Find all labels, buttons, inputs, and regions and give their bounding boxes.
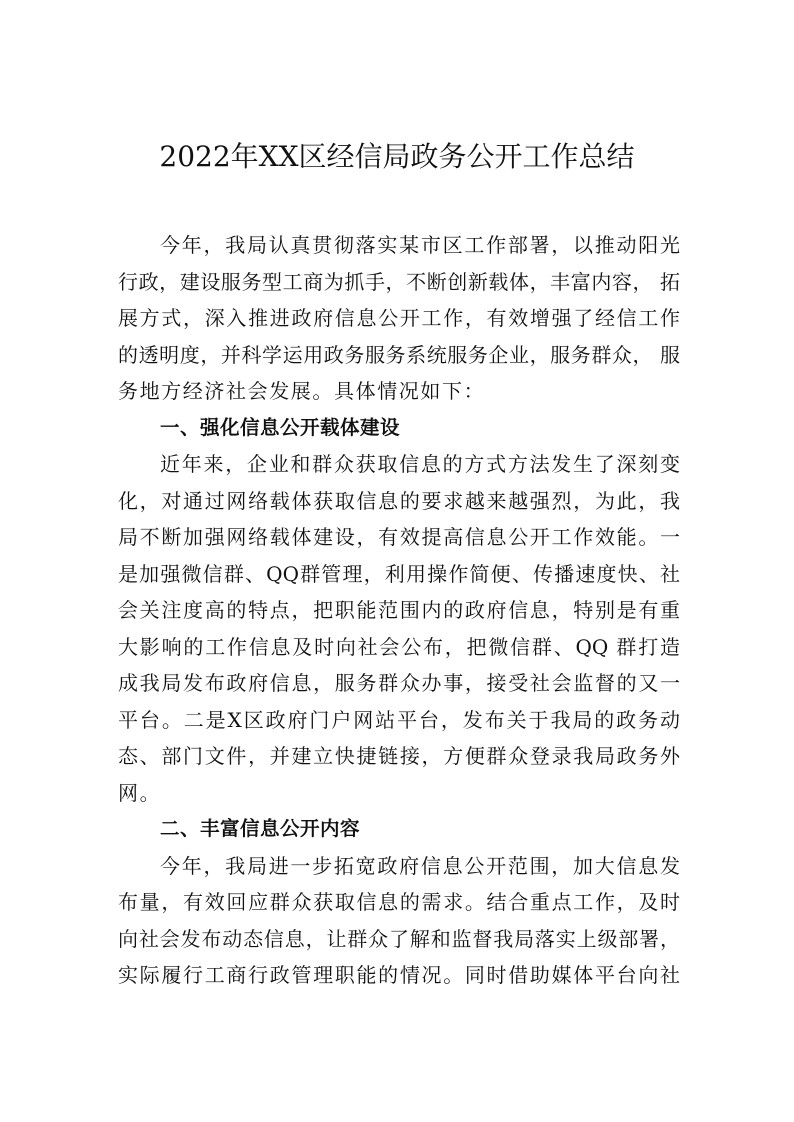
text-line: 会关注度高的特点，把职能范围内的政府信息，特别是有重 xyxy=(118,598,680,622)
text-line: 行政，建设服务型工商为抓手，不断创新载体，丰富内容， 拓 xyxy=(118,269,680,294)
text-line: 近年来，企业和群众获取信息的方式方法发生了深刻变 xyxy=(160,452,680,476)
text-line: 今年，我局进一步拓宽政府信息公开范围，加大信息发 xyxy=(160,853,680,878)
text-line: 向社会发布动态信息，让群众了解和监督我局落实上级部署， xyxy=(118,926,680,951)
text-line: 实际履行工商行政管理职能的情况。同时借助媒体平台向社 xyxy=(118,963,680,987)
text-line: 的透明度，并科学运用政务服务系统服务企业，服务群众， 服 xyxy=(118,342,680,367)
section-heading-1: 一、强化信息公开载体建设 xyxy=(160,415,401,439)
text-line: 大影响的工作信息及时向社会公布，把微信群、QQ 群打造 xyxy=(118,634,680,659)
document-title: 2022年XX区经信局政务公开工作总结 xyxy=(159,140,635,173)
text-line: 务地方经济社会发展。具体情况如下： xyxy=(118,379,486,403)
section-heading-2: 二、丰富信息公开内容 xyxy=(160,817,361,840)
text-line: 局不断加强网络载体建设，有效提高信息公开工作效能。一 xyxy=(118,525,680,549)
text-line: 网。 xyxy=(118,780,162,805)
text-line: 平台。二是X区政府门户网站平台，发布关于我局的政务动 xyxy=(118,707,680,732)
text-line: 态、部门文件，并建立快捷链接，方便群众登录我局政务外 xyxy=(118,744,680,768)
text-line: 展方式，深入推进政府信息公开工作，有效增强了经信工作 xyxy=(118,306,680,330)
text-line: 布量，有效回应群众获取信息的需求。结合重点工作，及时 xyxy=(118,890,680,914)
text-line: 化，对通过网络载体获取信息的要求越来越强烈，为此，我 xyxy=(118,488,680,513)
intro-paragraph xyxy=(118,227,680,410)
section-2-paragraph xyxy=(118,848,680,994)
text-line: 今年，我局认真贯彻落实某市区工作部署，以推动阳光 xyxy=(160,233,680,257)
section-1-paragraph xyxy=(118,446,680,811)
text-line: 成我局发布政府信息，服务群众办事，接受社会监督的又一 xyxy=(118,671,680,695)
document-body xyxy=(118,227,680,994)
text-line: 是加强微信群、QQ群管理，利用操作简便、传播速度快、社 xyxy=(118,561,680,586)
